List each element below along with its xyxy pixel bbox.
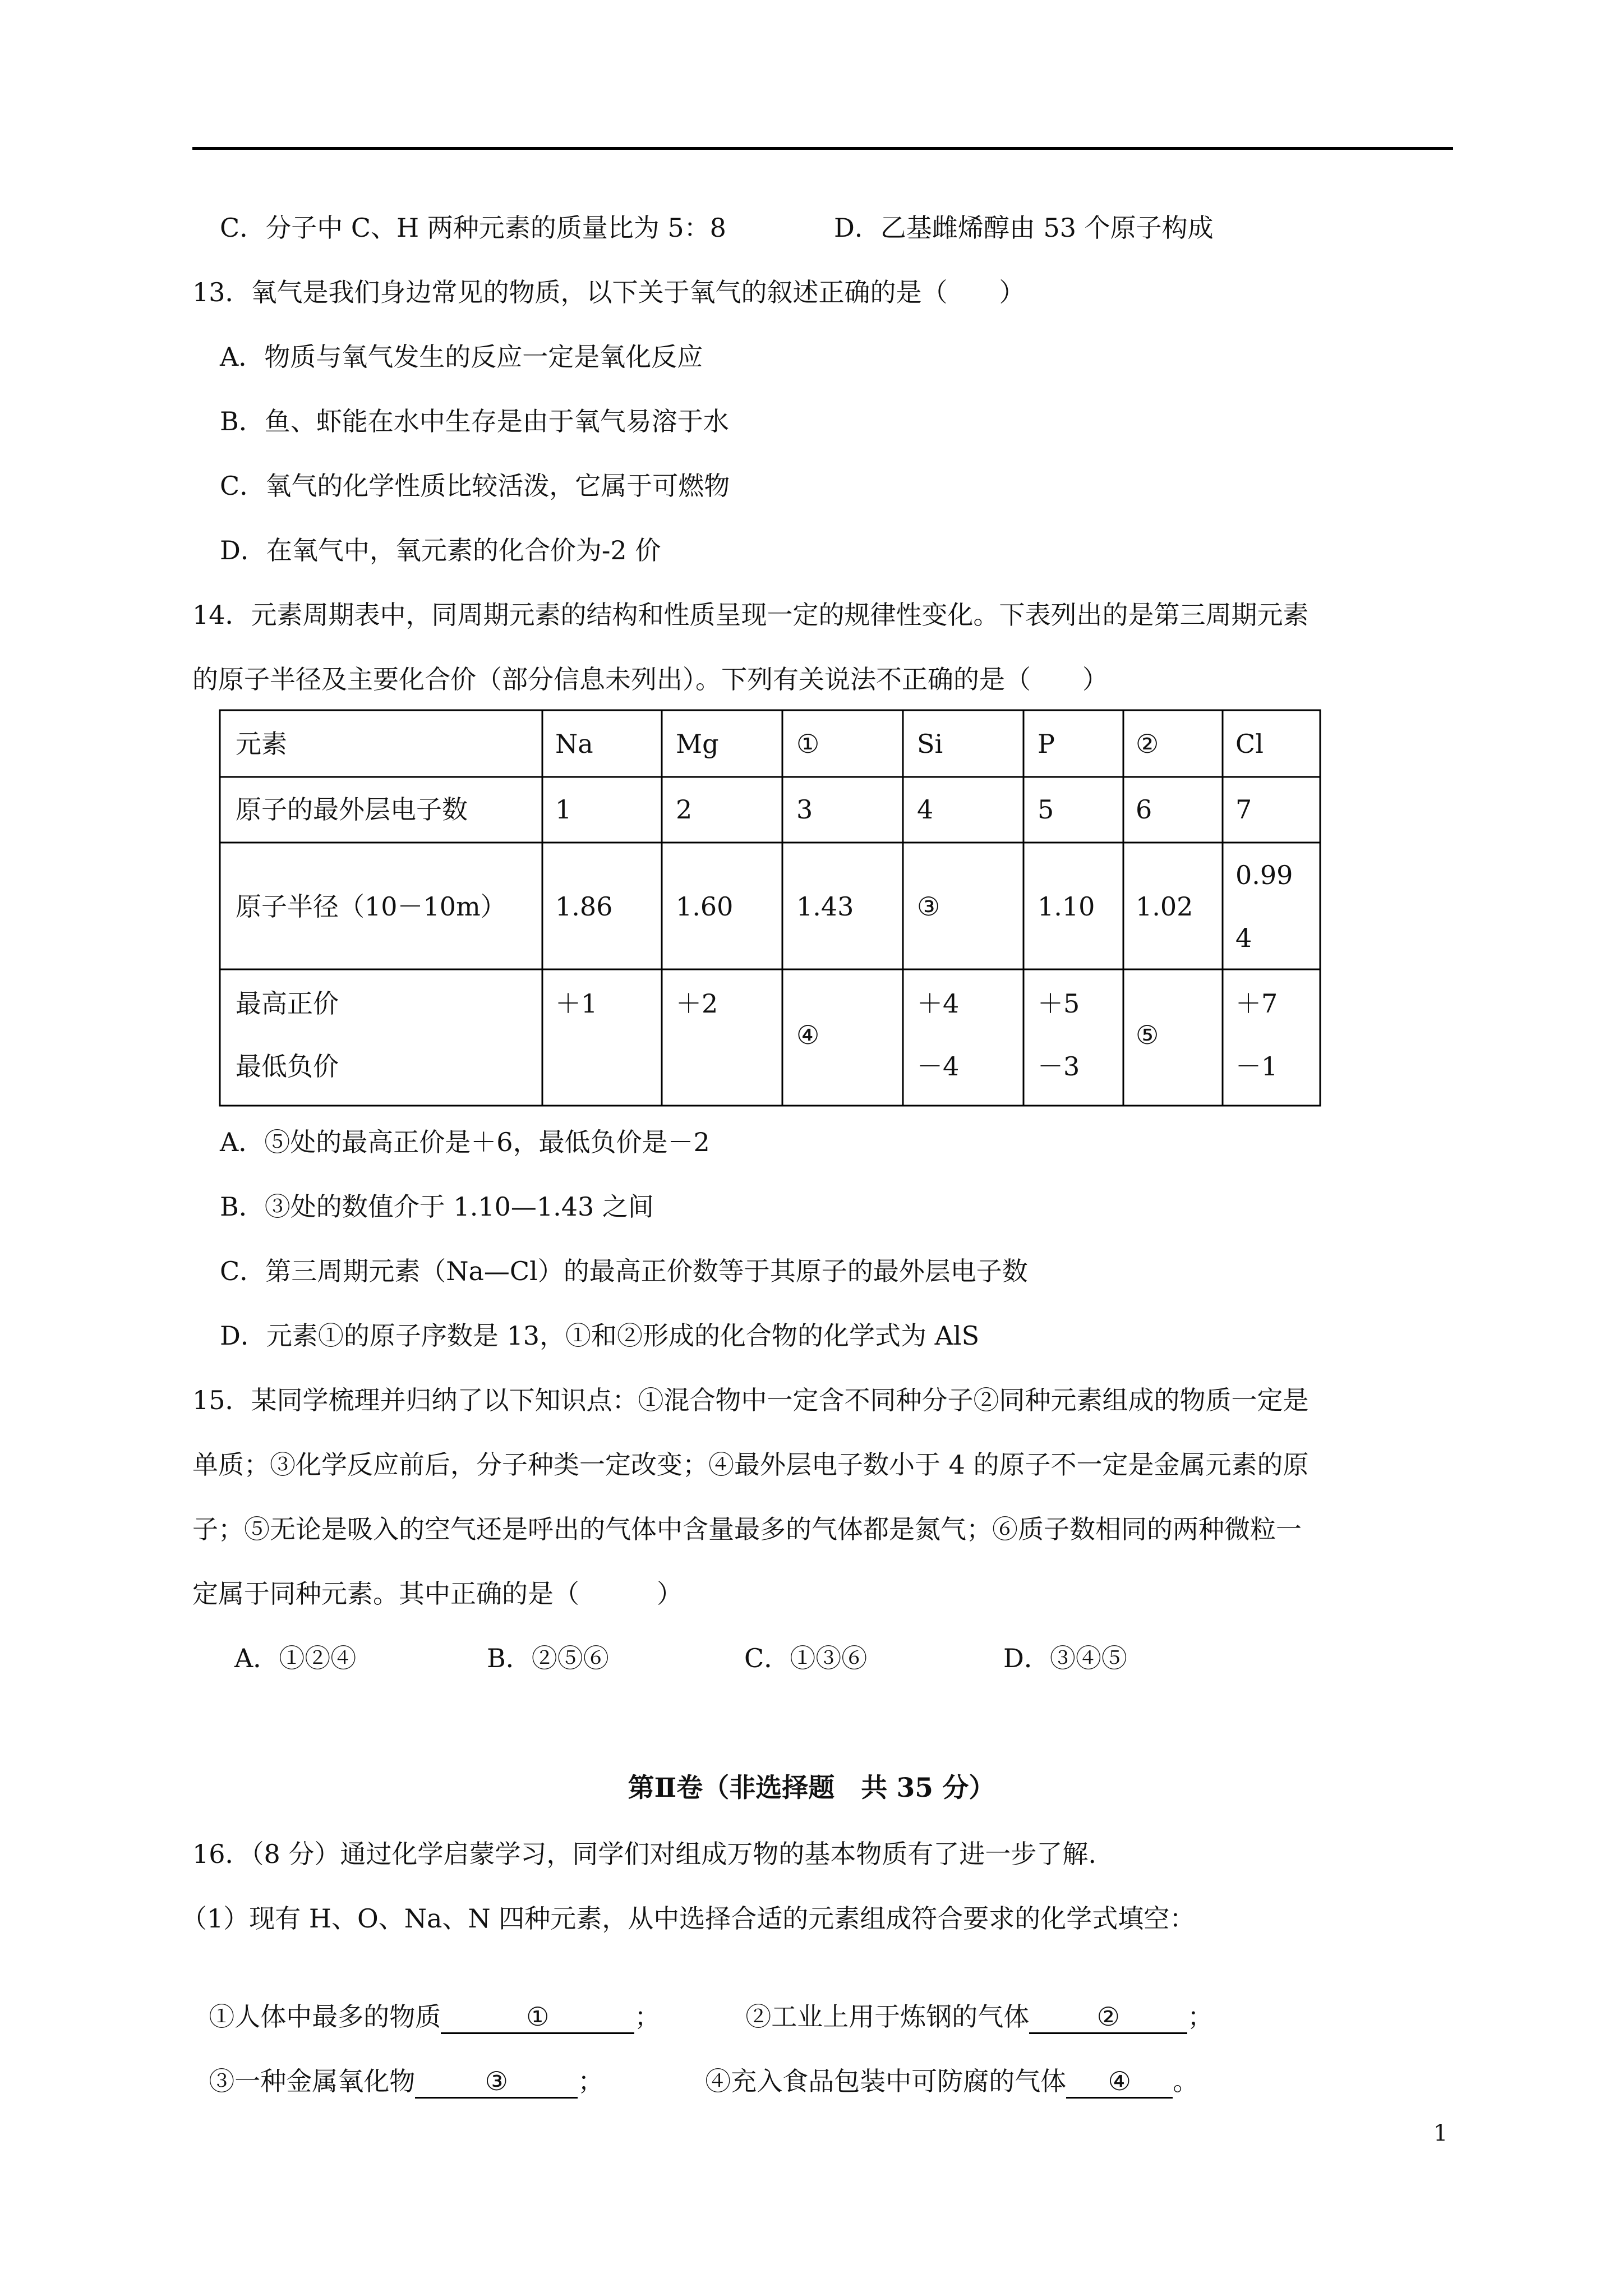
- table-cell: －1: [1235, 1051, 1278, 1082]
- q16-item-3-end: ；: [578, 2066, 604, 2096]
- table-cell: 4: [917, 794, 934, 825]
- table-cell: 1.60: [676, 891, 734, 922]
- table-cell: －3: [1038, 1051, 1080, 1082]
- table-cell: ＋4: [917, 988, 960, 1019]
- table-cell: ＋2: [676, 988, 718, 1019]
- table-header-na: Na: [555, 729, 593, 759]
- q14-option-a: A．⑤处的最高正价是＋6，最低负价是－2: [220, 1127, 710, 1157]
- q12-option-d: D．乙基雌烯醇由 53 个原子构成: [834, 213, 1214, 243]
- table-header-element: 元素: [236, 729, 287, 759]
- table-header-blank-1: ①: [796, 729, 820, 759]
- table-cell: ⑤: [1136, 1020, 1159, 1050]
- table-cell: 1.86: [555, 891, 613, 922]
- table-header-si: Si: [917, 729, 943, 759]
- table-row-radius-label: 原子半径（10－10m）: [236, 891, 506, 922]
- table-cell: ③: [917, 891, 940, 922]
- table-cell: 1.43: [796, 891, 854, 922]
- q15-line2: 单质；③化学反应前后，分子种类一定改变；④最外层电子数小于 4 的原子不一定是金属元素的原: [192, 1450, 1309, 1480]
- table-cell: 4: [1235, 923, 1252, 953]
- table-header-p: P: [1038, 729, 1055, 759]
- table-cell: 2: [676, 794, 693, 825]
- q13-option-b: B．鱼、虾能在水中生存是由于氧气易溶于水: [220, 406, 729, 436]
- q15-option-c: C．①③⑥: [744, 1643, 868, 1673]
- table-cell: ＋5: [1038, 988, 1080, 1019]
- q14-option-c: C．第三周期元素（Na—Cl）的最高正价数等于其原子的最外层电子数: [220, 1256, 1028, 1286]
- table-cell: ＋7: [1235, 988, 1278, 1019]
- q16-item-4: [689, 2031, 1198, 2099]
- q14-option-b: B．③处的数值介于 1.10—1.43 之间: [220, 1191, 654, 1222]
- q16-stem: 16．（8 分）通过化学启蒙学习，同学们对组成万物的基本物质有了进一步了解.: [192, 1839, 1097, 1869]
- q16-item-1: [192, 1966, 660, 2034]
- q13-option-d: D．在氧气中，氧元素的化合价为-2 价: [220, 535, 661, 565]
- table-cell: 1.10: [1038, 891, 1095, 922]
- table-row-valence-low-label: 最低负价: [236, 1051, 339, 1082]
- q13-option-c: C．氧气的化学性质比较活泼，它属于可燃物: [220, 471, 730, 501]
- q16-item-2-label: ②工业上用于炼钢的气体: [745, 2001, 1030, 2032]
- q16-sub1: （1）现有 H、O、Na、N 四种元素，从中选择合适的元素组成符合要求的化学式填空：: [181, 1903, 1196, 1934]
- answer-blank-4[interactable]: ④: [1066, 2065, 1173, 2099]
- q15-option-d: D．③④⑤: [1003, 1643, 1127, 1673]
- q15-line1: 15．某同学梳理并归纳了以下知识点：①混合物中一定含不同种分子②同种元素组成的物质一定是: [192, 1385, 1309, 1415]
- q12-option-c: C．分子中 C、H 两种元素的质量比为 5：8: [220, 213, 726, 243]
- q16-item-3: [192, 2031, 603, 2099]
- table-header-cl: Cl: [1235, 729, 1264, 759]
- q14-stem-line2: 的原子半径及主要化合价（部分信息未列出）。下列有关说法不正确的是（ ）: [192, 664, 1108, 694]
- table-row-electrons-label: 原子的最外层电子数: [236, 794, 468, 825]
- q13-option-a: A．物质与氧气发生的反应一定是氧化反应: [220, 342, 703, 372]
- answer-blank-2[interactable]: ②: [1029, 2001, 1187, 2034]
- q16-item-2-end: ；: [1187, 2001, 1214, 2032]
- table-cell: 1.02: [1136, 891, 1193, 922]
- table-row-valence-high-label: 最高正价: [236, 988, 339, 1019]
- q14-stem-line1: 14．元素周期表中，同周期元素的结构和性质呈现一定的规律性变化。下表列出的是第三周期元素: [192, 600, 1309, 630]
- answer-blank-1[interactable]: ①: [441, 2001, 634, 2034]
- q15-line4: 定属于同种元素。其中正确的是（ ）: [192, 1579, 683, 1609]
- table-cell: 3: [796, 794, 813, 825]
- q16-item-4-label: ④充入食品包装中可防腐的气体: [705, 2066, 1067, 2096]
- q16-item-2: [729, 1966, 1213, 2034]
- table-cell: 0.99: [1235, 860, 1293, 890]
- q14-option-d: D．元素①的原子序数是 13，①和②形成的化合物的化学式为 AlS: [220, 1320, 980, 1351]
- q16-item-3-label: ③一种金属氧化物: [209, 2066, 416, 2096]
- q16-item-1-end: ；: [634, 2001, 661, 2032]
- table-cell: 6: [1136, 794, 1152, 825]
- table-cell: 1: [555, 794, 572, 825]
- table-cell: ＋1: [555, 988, 598, 1019]
- q13-stem: 13．氧气是我们身边常见的物质，以下关于氧气的叙述正确的是（ ）: [192, 277, 1025, 307]
- table-header-mg: Mg: [676, 729, 719, 759]
- q15-option-a: A．①②④: [234, 1643, 357, 1673]
- q15-line3: 子；⑤无论是吸入的空气还是呼出的气体中含量最多的气体都是氮气；⑥质子数相同的两种微粒一: [192, 1514, 1302, 1544]
- answer-blank-3[interactable]: ③: [415, 2065, 578, 2099]
- table-cell: ④: [796, 1020, 820, 1050]
- table-header-blank-2: ②: [1136, 729, 1159, 759]
- table-cell: 7: [1235, 794, 1252, 825]
- page-number: 1: [1433, 2120, 1448, 2146]
- q15-option-b: B．②⑤⑥: [487, 1643, 609, 1673]
- section-title: 第Ⅱ卷（非选择题 共 35 分）: [628, 1773, 995, 1803]
- table-cell: 5: [1038, 794, 1054, 825]
- table-cell: －4: [917, 1051, 960, 1082]
- q16-item-4-end: 。: [1173, 2066, 1199, 2096]
- q16-item-1-label: ①人体中最多的物质: [209, 2001, 441, 2032]
